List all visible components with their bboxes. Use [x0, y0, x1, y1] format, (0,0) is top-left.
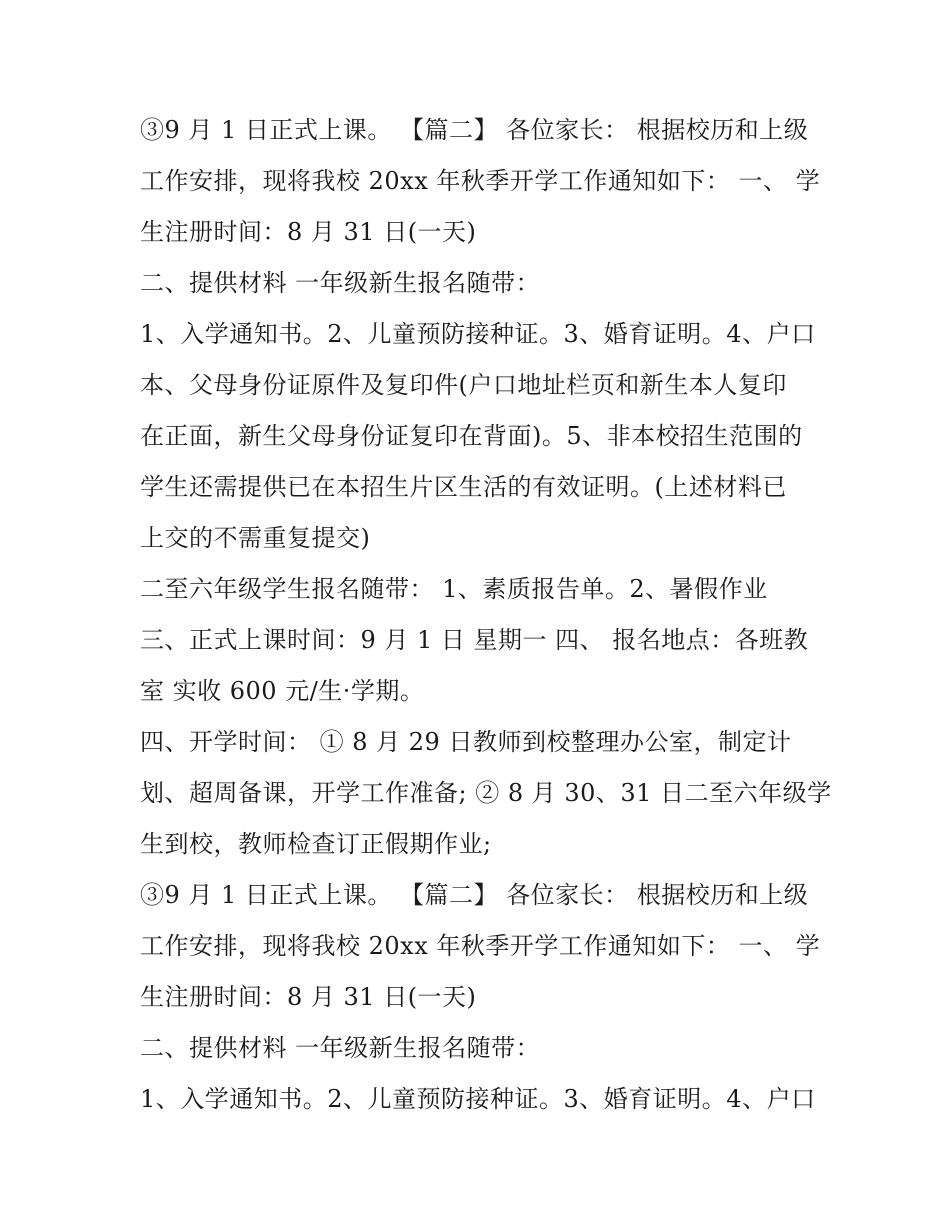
- text-line: 二、提供材料 一年级新生报名随带：: [140, 269, 541, 297]
- text-line: 生到校，教师检查订正假期作业;: [140, 830, 492, 858]
- text-line: 生注册时间：8 月 31 日(一天): [140, 983, 477, 1011]
- text-line: 1、入学通知书。2、儿童预防接种证。3、婚育证明。4、户口: [140, 1085, 816, 1113]
- text-line: 二至六年级学生报名随带： 1、素质报告单。2、暑假作业: [140, 575, 768, 603]
- text-line: 工作安排，现将我校 20xx 年秋季开学工作通知如下： 一、 学: [140, 167, 821, 195]
- text-line: 1、入学通知书。2、儿童预防接种证。3、婚育证明。4、户口: [140, 320, 816, 348]
- text-line: 生注册时间：8 月 31 日(一天): [140, 218, 477, 246]
- text-line: 上交的不需重复提交): [140, 524, 371, 552]
- text-line: 本、父母身份证原件及复印件(户口地址栏页和新生本人复印: [140, 371, 787, 399]
- text-line: ③9 月 1 日正式上课。 【篇二】 各位家长： 根据校历和上级: [140, 116, 809, 144]
- text-line: 三、正式上课时间：9 月 1 日 星期一 四、 报名地点：各班教: [140, 626, 809, 654]
- text-line: 在正面，新生父母身份证复印在背面)。5、非本校招生范围的: [140, 422, 803, 450]
- text-line: 四、开学时间： ① 8 月 29 日教师到校整理办公室，制定计: [140, 728, 792, 756]
- text-line: 划、超周备课，开学工作准备; ② 8 月 30、31 日二至六年级学: [140, 779, 832, 807]
- text-line: 室 实收 600 元/生·学期。: [140, 677, 425, 705]
- text-line: 工作安排，现将我校 20xx 年秋季开学工作通知如下： 一、 学: [140, 932, 821, 960]
- text-line: 学生还需提供已在本招生片区生活的有效证明。(上述材料已: [140, 473, 787, 501]
- text-line: ③9 月 1 日正式上课。 【篇二】 各位家长： 根据校历和上级: [140, 881, 809, 909]
- text-line: 二、提供材料 一年级新生报名随带：: [140, 1034, 541, 1062]
